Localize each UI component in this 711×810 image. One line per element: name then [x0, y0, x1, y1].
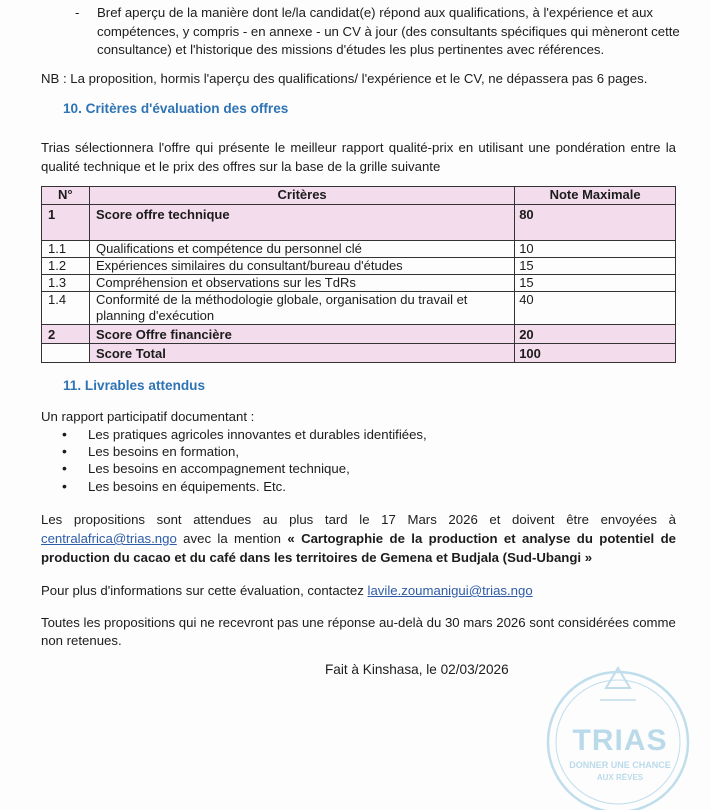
row-number: 1.2	[42, 258, 90, 275]
row-score: 15	[515, 275, 676, 292]
top-list-item	[75, 4, 680, 60]
row-criteria: Score Total	[89, 344, 514, 363]
row-score: 40	[515, 292, 676, 325]
stamp-motto-1: DONNER UNE CHANCE	[569, 760, 671, 770]
row-score: 15	[515, 258, 676, 275]
list-item: • Les pratiques agricoles innovantes et durables identifiées,	[62, 426, 427, 443]
row-number	[42, 344, 90, 363]
deliverables-list	[62, 426, 427, 495]
header-number: N°	[42, 187, 90, 205]
table-row	[42, 205, 676, 241]
row-criteria: Score offre technique	[89, 205, 514, 241]
deadline-note: Toutes les propositions qui ne recevront pas une réponse au-delà du 30 mars 2026 sont considérées comme non retenues.	[41, 615, 676, 648]
trias-stamp	[540, 660, 690, 810]
section-10-intro: Trias sélectionnera l'offre qui présente le meilleur rapport qualité-prix en utilisant une pondération entre la qualité technique et le prix des offres sur la base de la grille suivante	[41, 140, 676, 174]
row-score: 100	[515, 344, 676, 363]
row-criteria: Expériences similaires du consultant/bureau d'études	[89, 258, 514, 275]
row-number: 1.3	[42, 275, 90, 292]
submission-text: Les propositions sont attendues au plus tard le 17 Mars 2026 et doivent être envoyées à	[41, 512, 676, 527]
contact-text: Pour plus d'informations sur cette évaluation, contactez	[41, 583, 368, 598]
list-item: • Les besoins en formation,	[62, 443, 427, 460]
row-number: 1.1	[42, 241, 90, 258]
dash-marker: -	[75, 5, 80, 20]
table-row	[42, 258, 676, 275]
evaluation-criteria-table	[41, 186, 676, 363]
header-max-score: Note Maximale	[515, 187, 676, 205]
table-total-row	[42, 344, 676, 363]
row-score: 10	[515, 241, 676, 258]
table-row	[42, 241, 676, 258]
submission-subject: « Cartographie de la production et analyse du potentiel de production du cacao et du café dans les territoires de Gemena et Budjala (Sud-Ubangi »	[41, 531, 676, 565]
table-row	[42, 275, 676, 292]
contact-email-link[interactable]: lavile.zoumanigui@trias.ngo	[367, 583, 533, 598]
signed-place-date: Fait à Kinshasa, le 02/03/2026	[325, 662, 509, 677]
row-score: 80	[515, 205, 676, 241]
list-item: • Les besoins en accompagnement technique,	[62, 460, 427, 477]
row-number: 1	[42, 205, 90, 241]
row-criteria: Qualifications et compétence du personnel clé	[89, 241, 514, 258]
list-item: • Les besoins en équipements. Etc.	[62, 478, 427, 495]
deliverables-intro: Un rapport participatif documentant :	[41, 409, 255, 424]
row-criteria: Conformité de la méthodologie globale, organisation du travail et planning d'exécution	[89, 292, 514, 325]
contact-line	[41, 583, 533, 598]
central-africa-email-link[interactable]: centralafrica@trias.ngo	[41, 531, 177, 546]
row-score: 20	[515, 325, 676, 344]
submission-text-middle: avec la mention	[176, 531, 288, 546]
header-criteria: Critères	[89, 187, 514, 205]
section-10-heading: 10. Critères d'évaluation des offres	[63, 101, 289, 116]
stamp-motto-2: AUX RÊVES	[596, 773, 644, 782]
table-row	[42, 292, 676, 325]
table-row	[42, 325, 676, 344]
submission-paragraph	[41, 510, 676, 567]
row-number: 1.4	[42, 292, 90, 325]
row-number: 2	[42, 325, 90, 344]
nb-note: NB : La proposition, hormis l'aperçu des qualifications/ l'expérience et le CV, ne dépassera pas 6 pages.	[41, 71, 648, 86]
table-header-row	[42, 187, 676, 205]
row-criteria: Score Offre financière	[89, 325, 514, 344]
row-criteria: Compréhension et observations sur les TdRs	[89, 275, 514, 292]
section-11-heading: 11. Livrables attendus	[63, 378, 206, 393]
stamp-brand: TRIAS	[572, 724, 668, 757]
top-list-item-text: Bref aperçu de la manière dont le/la candidat(e) répond aux qualifications, à l'expérience et aux compétences, y compris - en annexe - un CV à jour (des consultants spécifiques qui mèneront cette consultance) et l'historique des missions d'études les plus pertinentes avec références.	[97, 5, 680, 57]
